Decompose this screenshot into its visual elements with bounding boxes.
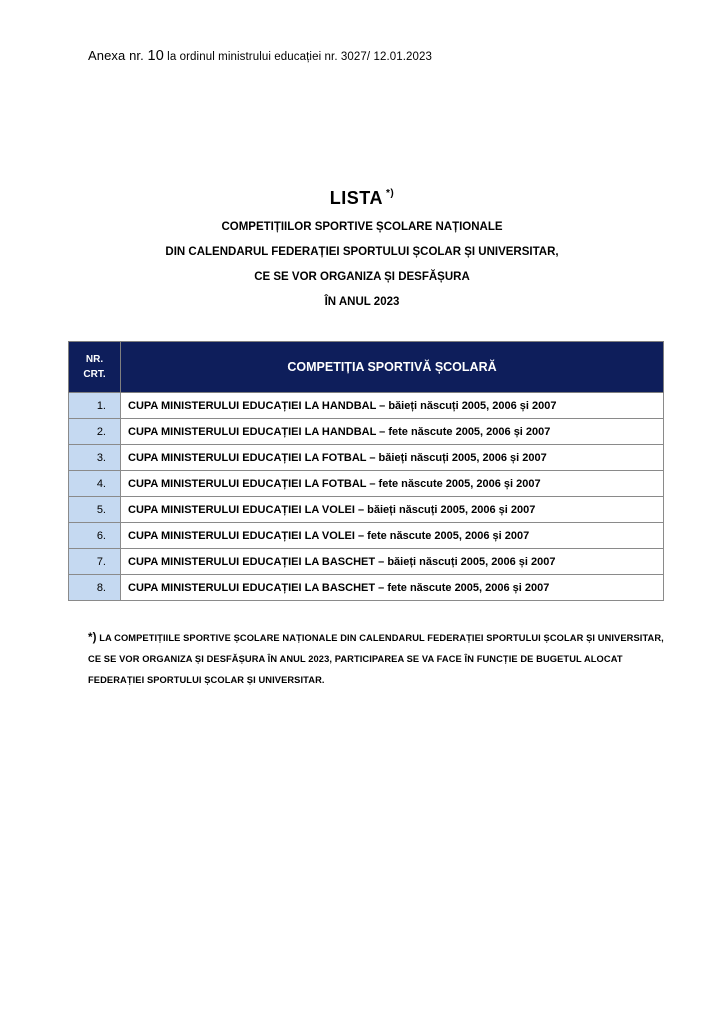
row-competition: CUPA MINISTERULUI EDUCAȚIEI LA VOLEI – fete născute 2005, 2006 și 2007 [121, 523, 664, 549]
row-number: 1. [69, 393, 121, 419]
annex-prefix: Anexa nr. [88, 48, 148, 63]
annex-suffix: la ordinul ministrului educației nr. 3027/ 12.01.2023 [163, 51, 433, 63]
title-text: LISTA [329, 188, 383, 208]
subtitle-line: DIN CALENDARUL FEDERAȚIEI SPORTULUI ȘCOLAR ȘI UNIVERSITAR, [165, 246, 559, 258]
subtitle-line: COMPETIȚIILOR SPORTIVE ȘCOLARE NAȚIONALE [221, 221, 503, 233]
table-row [69, 471, 664, 497]
row-competition: CUPA MINISTERULUI EDUCAȚIEI LA FOTBAL – băieți născuți 2005, 2006 și 2007 [121, 445, 664, 471]
row-competition: CUPA MINISTERULUI EDUCAȚIEI LA FOTBAL – fete născute 2005, 2006 și 2007 [121, 471, 664, 497]
document-title [0, 188, 724, 209]
row-number: 6. [69, 523, 121, 549]
footnote-text: LA COMPETIȚIILE SPORTIVE ȘCOLARE NAȚIONALE DIN CALENDARUL FEDERAȚIEI SPORTULUI ȘCOLAR ȘI UNIVERSITAR, CE SE VOR ORGANIZA ȘI DESFĂȘURA ÎN ANUL 2023, PARTICIPAREA SE VA FACE ÎN FUNCȚIE DE BUGETUL ALOCAT FEDERAȚIEI SPORTULUI ȘCOLAR ȘI UNIVERSITAR. [88, 633, 664, 685]
row-competition: CUPA MINISTERULUI EDUCAȚIEI LA BASCHET – fete născute 2005, 2006 și 2007 [121, 575, 664, 601]
row-competition: CUPA MINISTERULUI EDUCAȚIEI LA HANDBAL – fete născute 2005, 2006 și 2007 [121, 419, 664, 445]
table-row [69, 497, 664, 523]
table-row [69, 575, 664, 601]
column-header-competition: COMPETIȚIA SPORTIVĂ ȘCOLARĂ [121, 342, 664, 393]
table-header-row [69, 342, 664, 393]
annex-number: 10 [147, 48, 164, 64]
table-row [69, 445, 664, 471]
row-number: 8. [69, 575, 121, 601]
footnote-mark: *) [88, 632, 97, 644]
row-competition: CUPA MINISTERULUI EDUCAȚIEI LA VOLEI – băieți născuți 2005, 2006 și 2007 [121, 497, 664, 523]
row-number: 3. [69, 445, 121, 471]
row-number: 5. [69, 497, 121, 523]
table-row [69, 549, 664, 575]
subtitle-line: ÎN ANUL 2023 [324, 296, 400, 308]
row-number: 2. [69, 419, 121, 445]
competitions-table [68, 341, 664, 601]
column-header-number-line2: CRT. [83, 369, 106, 380]
row-competition: CUPA MINISTERULUI EDUCAȚIEI LA HANDBAL – băieți născuți 2005, 2006 și 2007 [121, 393, 664, 419]
column-header-number-line1: NR. [85, 354, 104, 365]
footnote [88, 628, 668, 691]
document-title-block [0, 188, 724, 315]
table-row [69, 393, 664, 419]
title-footnote-mark: *) [385, 188, 395, 199]
column-header-number [69, 342, 121, 393]
row-competition: CUPA MINISTERULUI EDUCAȚIEI LA BASCHET – băieți născuți 2005, 2006 și 2007 [121, 549, 664, 575]
row-number: 7. [69, 549, 121, 575]
table-row [69, 523, 664, 549]
row-number: 4. [69, 471, 121, 497]
document-subtitle [0, 215, 724, 315]
table-row [69, 419, 664, 445]
subtitle-line: CE SE VOR ORGANIZA ȘI DESFĂȘURA [254, 271, 470, 283]
annex-reference [88, 48, 432, 64]
